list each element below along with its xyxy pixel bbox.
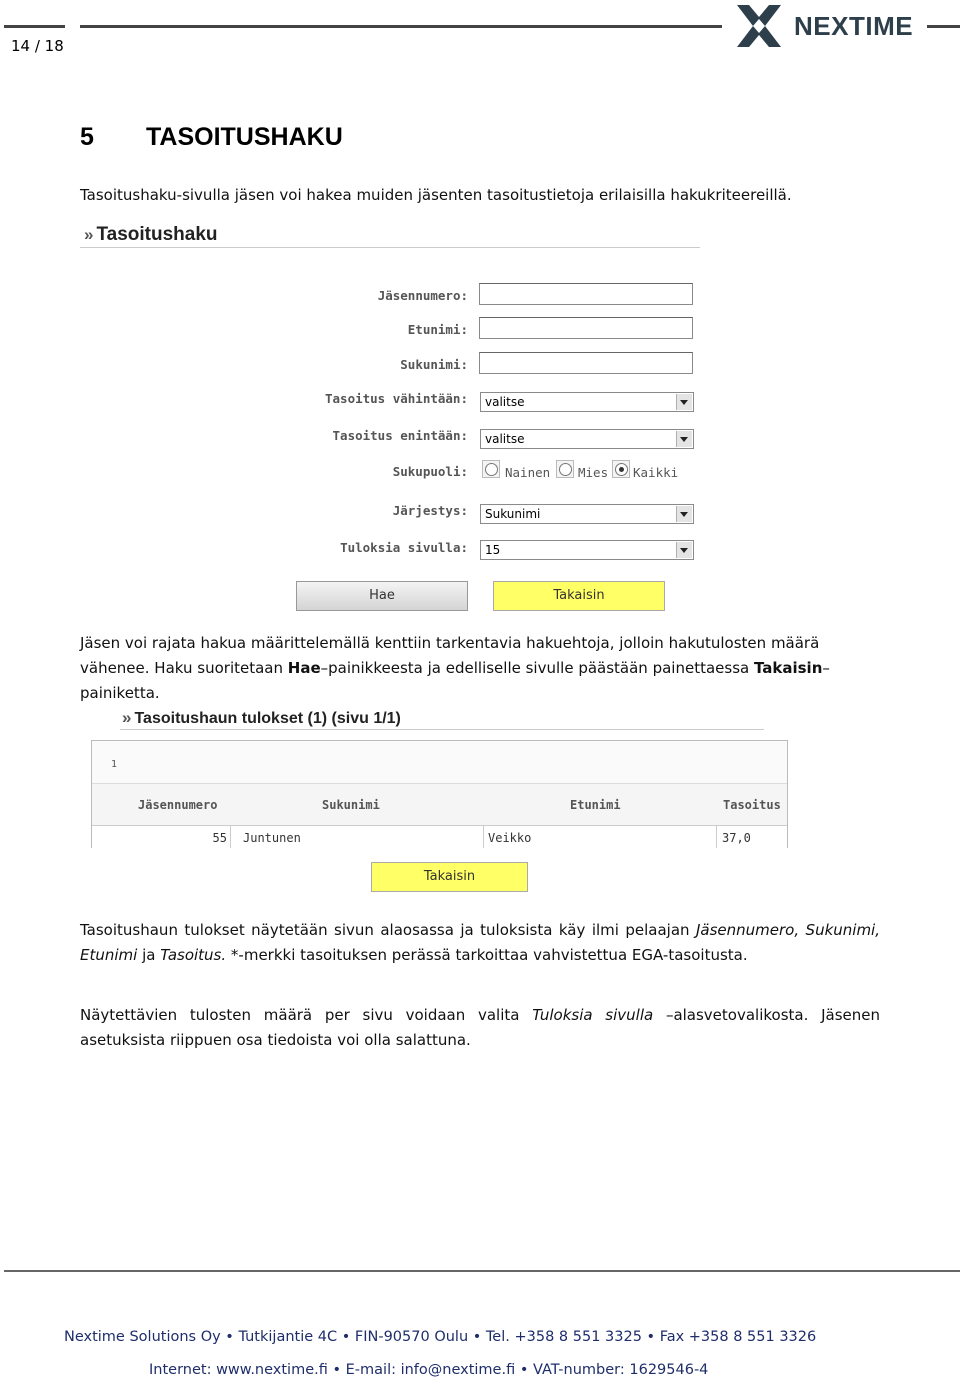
label-etunimi: Etunimi: [407,322,468,337]
paragraph-3-text-c: –alasvetovalikosta. Jäsenen asetuksista riippuen osa tiedoista voi olla salattuna. [80,1006,880,1049]
logo-text: NEXTIME [794,11,914,41]
chevron-down-icon [676,394,692,410]
paragraph-1-line-3: painiketta. [80,684,160,702]
raquo-icon: » [84,225,94,244]
search-form-title [84,224,218,246]
radio-label-kaikki: Kaikki [633,465,679,480]
label-jasennumero: Jäsennumero: [377,288,468,303]
column-header-jasennumero[interactable]: Jäsennumero [138,798,218,812]
results-title-text: Tasoitushaun tulokset (1) (sivu 1/1) [134,710,401,727]
table-row [92,825,787,848]
etunimi-input[interactable] [479,317,693,339]
label-sukunimi: Sukunimi: [400,357,468,372]
search-form-rule [80,247,700,248]
footer-rule [4,1270,960,1272]
paragraph-1-text-a: vähenee. Haku suoritetaan [80,659,288,677]
label-sukupuoli: Sukupuoli: [392,464,468,479]
label-tasoitus-max: Tasoitus enintään: [332,428,468,443]
paragraph-1-dash: – [822,659,830,677]
header-rule-left [4,25,65,28]
column-header-tasoitus[interactable]: Tasoitus [723,798,781,812]
radio-kaikki[interactable] [615,463,628,476]
results-takaisin-button[interactable]: Takaisin [371,862,528,892]
tasoitus-min-select[interactable] [480,392,694,412]
jarjestys-select[interactable] [480,504,694,524]
raquo-icon: » [122,708,132,727]
takaisin-button[interactable]: Takaisin [493,581,665,611]
footer-line-1: Nextime Solutions Oy • Tutkijantie 4C • FIN-90570 Oulu • Tel. +358 8 551 3325 • Fax +358 8 551 3326 [64,1329,817,1345]
paragraph-2-fields: Jäsennumero, Sukunimi, Etunimi [80,921,880,964]
cell-jasennumero: 55 [212,831,227,845]
paragraph-3-tuloksia: Tuloksia sivulla [532,1006,654,1024]
jarjestys-value: Sukunimi [485,507,541,521]
sukunimi-input[interactable] [479,352,693,374]
paragraph-2-text-e: *-merkki tasoituksen perässä tarkoittaa vahvistettua EGA-tasoitusta. [226,946,748,964]
paragraph-1-line-1: Jäsen voi rajata hakua määrittelemällä kenttiin tarkentavia hakuehtoja, jolloin hakutulosten määrä [80,634,820,652]
tasoitus-min-value: valitse [485,395,525,409]
results-table [91,740,788,848]
section-number: 5 [80,123,94,151]
tuloksia-value: 15 [485,543,501,557]
paragraph-2-text-a: Tasoitushaun tulokset näytetään sivun alaosassa ja tuloksista käy ilmi pelaajan [80,921,696,939]
radio-nainen[interactable] [485,463,498,476]
results-pager-bar [92,741,787,784]
label-tasoitus-min: Tasoitus vähintään: [325,391,468,406]
chevron-down-icon [676,431,692,447]
chevron-down-icon [676,506,692,522]
radio-label-mies: Mies [578,465,609,480]
paragraph-3 [80,1003,880,1053]
tasoitus-max-value: valitse [485,432,525,446]
tuloksia-select[interactable] [480,540,694,560]
results-rule [120,729,764,730]
column-header-sukunimi[interactable]: Sukunimi [322,798,380,812]
cell-tasoitus: 37,0 [722,831,751,845]
results-title [122,708,401,728]
search-form-title-text: Tasoitushaku [96,224,218,245]
column-header-etunimi[interactable]: Etunimi [570,798,621,812]
cell-sukunimi: Juntunen [243,831,301,845]
cell-etunimi: Veikko [488,831,532,845]
paragraph-1-text-c: –painikkeesta ja edelliselle sivulle päästään painettaessa [320,659,754,677]
paragraph-2 [80,918,880,968]
footer-line-2: Internet: www.nextime.fi • E-mail: info@nextime.fi • VAT-number: 1629546-4 [149,1362,709,1378]
paragraph-3-text-a: Näytettävien tulosten määrä per sivu voidaan valita [80,1006,533,1024]
page-number: 14 / 18 [11,37,64,55]
paragraph-2-text-c: ja [137,946,161,964]
label-tuloksia: Tuloksia sivulla: [340,540,468,555]
header-rule-right [927,25,960,28]
jasennumero-input[interactable] [479,283,693,305]
results-page-link[interactable]: 1 [111,759,118,770]
section-heading [80,123,343,152]
radio-label-nainen: Nainen [505,465,551,480]
paragraph-1-hae: Hae [287,659,321,677]
chevron-down-icon [676,542,692,558]
label-jarjestys: Järjestys: [392,503,468,518]
paragraph-1-takaisin: Takaisin [753,659,823,677]
radio-mies[interactable] [559,463,572,476]
tasoitus-max-select[interactable] [480,429,694,449]
header-rule-middle [80,25,722,28]
nextime-x-logo-icon [735,3,783,49]
paragraph-1-line-2 [80,656,830,681]
section-title: TASOITUSHAKU [146,123,343,151]
hae-button[interactable]: Hae [296,581,468,611]
intro-text: Tasoitushaku-sivulla jäsen voi hakea muiden jäsenten tasoitustietoja erilaisilla hakukriteereillä. [80,186,792,204]
paragraph-2-tasoitus: Tasoitus. [160,946,227,964]
